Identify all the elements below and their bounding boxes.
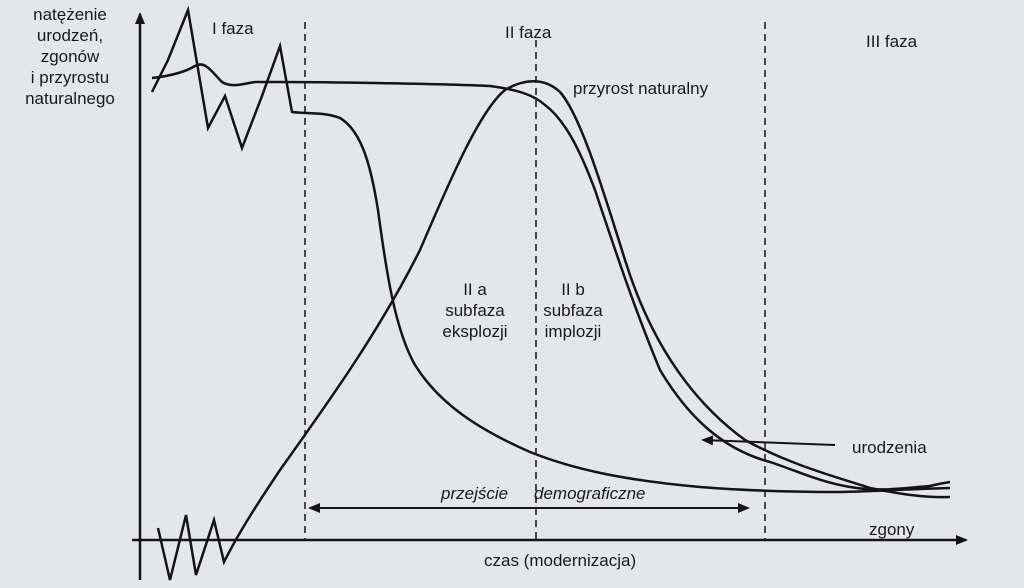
y-axis-label: [6, 4, 134, 109]
subphase-b-line: subfaza: [543, 301, 603, 320]
y-axis-label-line: natężenie: [33, 5, 107, 24]
transition-label-word1: przejście: [441, 484, 509, 503]
subphase-b-line: implozji: [544, 322, 602, 341]
natural-increase-label: przyrost naturalny: [573, 79, 709, 98]
y-axis-label-line: urodzeń,: [36, 26, 104, 45]
subphase-b-line: II b: [561, 280, 585, 299]
y-axis-label-line: i przyrostu: [30, 68, 110, 87]
phase-1-label: I faza: [212, 19, 254, 38]
y-axis-label-line: zgonów: [40, 47, 100, 66]
births-pointer-arrow: [703, 440, 835, 445]
transition-label-word2: demograficzne: [534, 484, 646, 503]
subphase-b-label: [528, 279, 618, 342]
phase-2-label: II faza: [505, 23, 552, 42]
subphase-a-line: II a: [463, 280, 487, 299]
deaths-label: zgony: [869, 520, 915, 539]
x-axis-label: czas (modernizacja): [484, 551, 637, 570]
subphase-a-line: eksplozji: [442, 322, 508, 341]
subphase-a-label: [425, 279, 525, 342]
birth-rate-curve: [152, 64, 950, 489]
births-label: urodzenia: [852, 438, 927, 457]
phase-3-label: III faza: [866, 32, 918, 51]
subphase-a-line: subfaza: [445, 301, 505, 320]
y-axis-label-line: naturalnego: [25, 89, 115, 108]
